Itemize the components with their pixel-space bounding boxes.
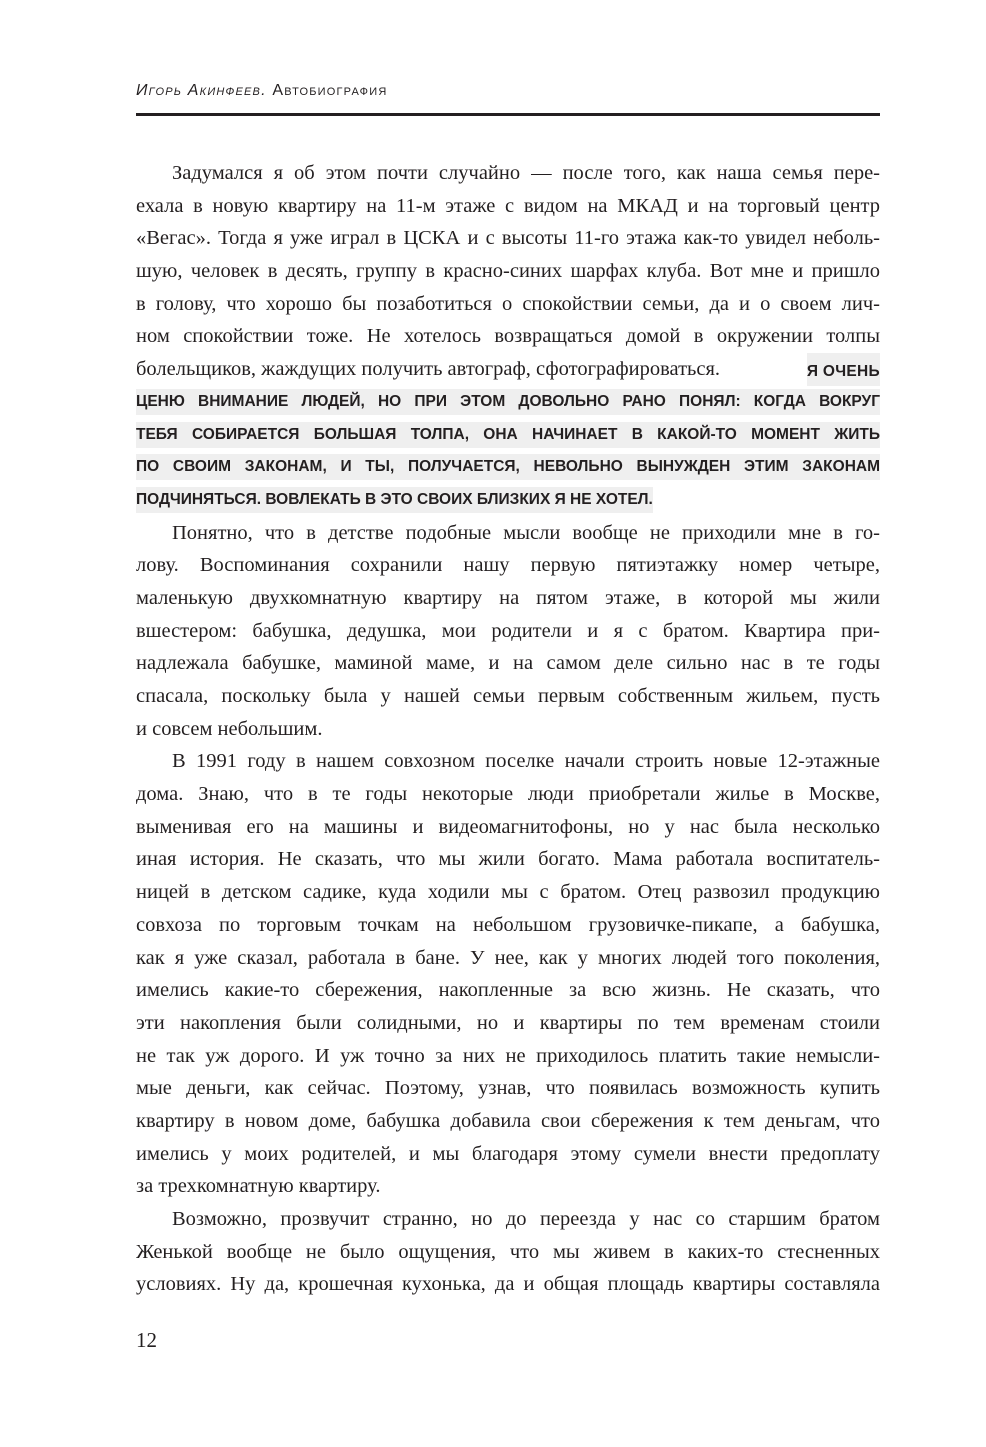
text-line: лову. Воспоминания сохранили нашу первую пятиэтажку номер четыре, bbox=[136, 554, 880, 577]
header-title: Автобиография bbox=[272, 82, 388, 99]
header-rule bbox=[136, 113, 880, 116]
body-text bbox=[136, 157, 880, 1301]
text-line: шую, человек в десять, группу в красно-синих шарфах клуба. Вот мне и пришло bbox=[136, 260, 880, 283]
text-line: ехала в новую квартиру на 11-м этаже с видом на МКАД и на торговый центр bbox=[136, 194, 880, 217]
text-line: спасала, поскольку была у нашей семьи первым собственным жильем, пусть bbox=[136, 685, 880, 707]
text-line: не так уж дорого. И уж точно за них не приходилось платить такие немысли- bbox=[136, 1044, 880, 1067]
plain-text: болельщиков, жаждущих получить автограф, сфотографироваться. bbox=[136, 358, 721, 381]
text-line: как я уже сказал, работала в бане. У нее, как у многих людей того поколения, bbox=[136, 946, 880, 969]
text-line: дома. Знаю, что в те годы некоторые люди приобретали жилье в Москве, bbox=[136, 783, 880, 806]
text-line: за трехкомнатную квартиру. bbox=[136, 1175, 381, 1198]
text-line: в голову, что хорошо бы позаботиться о спокойствии семьи, да и о своем лич- bbox=[136, 292, 880, 315]
highlighted-line: ПОДЧИНЯТЬСЯ. ВОВЛЕКАТЬ В ЭТО СВОИХ БЛИЗКИХ Я НЕ ХОТЕЛ. bbox=[136, 484, 653, 517]
highlighted-line: ЦЕНЮ ВНИМАНИЕ ЛЮДЕЙ, НО ПРИ ЭТОМ ДОВОЛЬНО РАНО ПОНЯЛ: КОГДА ВОКРУГ bbox=[136, 386, 880, 419]
highlighted-line: ТЕБЯ СОБИРАЕТСЯ БОЛЬШАЯ ТОЛПА, ОНА НАЧИНАЕТ В КАКОЙ-ТО МОМЕНТ ЖИТЬ bbox=[136, 419, 880, 452]
text-line: эти накопления были солидными, но и квартиры по тем временам стоили bbox=[136, 1011, 880, 1034]
text-line: Возможно, прозвучит странно, но до переезда у нас со старшим братом bbox=[172, 1208, 880, 1230]
text-line: Женькой вообще не было ощущения, что мы живем в каких-то стесненных bbox=[136, 1240, 880, 1263]
text-line: выменивая его на машины и видеомагнитофоны, но у нас была несколько bbox=[136, 815, 880, 838]
text-line: совхоза по торговым точкам на небольшом грузовичке-пикапе, а бабушка, bbox=[136, 913, 880, 936]
text-line: мые деньги, как сейчас. Поэтому, узнав, что появилась возможность купить bbox=[136, 1077, 880, 1100]
highlighted-line: ПО СВОИМ ЗАКОНАМ, И ТЫ, ПОЛУЧАЕТСЯ, НЕВОЛЬНО ВЫНУЖДЕН ЭТИМ ЗАКОНАМ bbox=[136, 451, 880, 484]
header-author: Игорь Акинфеев. bbox=[136, 82, 267, 99]
page-number: 12 bbox=[136, 1328, 157, 1352]
text-line: вшестером: бабушка, дедушка, мои родители и я с братом. Квартира при- bbox=[136, 619, 880, 642]
running-header bbox=[136, 82, 880, 100]
text-line: ницей в детском садике, куда ходили мы с братом. Отец развозил продукцию bbox=[136, 881, 880, 904]
text-line: Понятно, что в детстве подобные мысли вообще не приходили мне в го- bbox=[172, 521, 880, 544]
text-line: иная история. Не сказать, что мы жили богато. Мама работала воспитатель- bbox=[136, 848, 880, 871]
highlighted-text: Я ОЧЕНЬ bbox=[807, 353, 880, 386]
text-line: В 1991 году в нашем совхозном поселке начали строить новые 12-этажные bbox=[172, 750, 880, 773]
text-line: маленькую двухкомнатную квартиру на пятом этаже, в которой мы жили bbox=[136, 586, 880, 609]
text-line: надлежала бабушке, маминой маме, и на самом деле сильно нас в те годы bbox=[136, 652, 880, 675]
text-line: квартиру в новом доме, бабушка добавила свои сбережения к тем деньгам, что bbox=[136, 1109, 880, 1132]
mixed-line bbox=[136, 353, 880, 386]
text-line: имелись у моих родителей, и мы благодаря этому сумели внести предоплату bbox=[136, 1142, 880, 1165]
text-line: «Вегас». Тогда я уже играл в ЦСКА и с высоты 11-го этажа как-то увидел неболь- bbox=[136, 227, 880, 250]
text-line: имелись какие-то сбережения, накопленные за всю жизнь. Не сказать, что bbox=[136, 979, 880, 1002]
text-line: и совсем небольшим. bbox=[136, 717, 323, 740]
text-line: условиях. Ну да, крошечная кухонька, да и общая площадь квартиры составляла bbox=[136, 1273, 880, 1296]
text-line: Задумался я об этом почти случайно — после того, как наша семья пере- bbox=[172, 162, 880, 184]
text-line: ном спокойствии тоже. Не хотелось возвращаться домой в окружении толпы bbox=[136, 325, 880, 348]
